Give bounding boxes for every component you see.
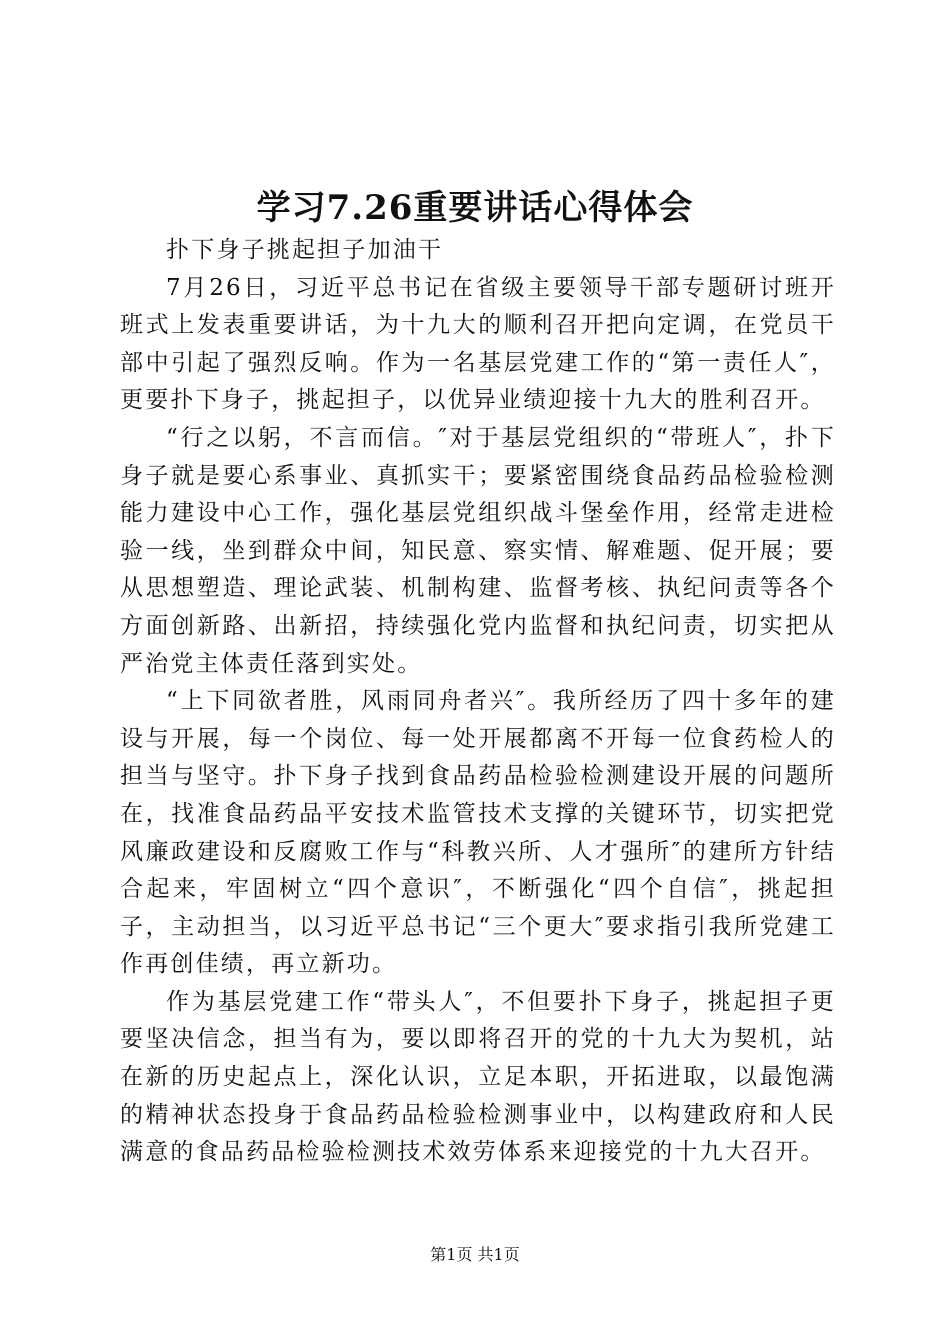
paragraph: “行之以躬，不言而信。″对于基层党组织的“带班人″，扑下身子就是要心系事业、真抓实干；要紧密围绕食品药品检验检测能力建设中心工作，强化基层党组织战斗堡垒作用，经常走进检验一线，坐到群众中间，知民意、察实情、解难题、促开展；要从思想塑造、理论武装、机制构建、监督考核、执纪问责等各个方面创新路、出新招，持续强化党内监督和执纪问责，切实把从严治党主体责任落到实处。: [120, 424, 836, 677]
document-body: [120, 232, 836, 1172]
paragraph: 7月26日，习近平总书记在省级主要领导干部专题研讨班开班式上发表重要讲话，为十九大的顺利召开把向定调，在党员干部中引起了强烈反响。作为一名基层党建工作的“第一责任人″，更要扑下身子，挑起担子，以优异业绩迎接十九大的胜利召开。: [120, 274, 836, 414]
document-title: 学习7.26重要讲话心得体会: [256, 188, 694, 228]
subtitle: 扑下身子挑起担子加油干: [166, 237, 444, 263]
paragraph: 作为基层党建工作“带头人″，不但要扑下身子，挑起担子更要坚决信念，担当有为，要以即将召开的党的十九大为契机，站在新的历史起点上，深化认识，立足本职，开拓进取，以最饱满的精神状态投身于食品药品检验检测事业中，以构建政府和人民满意的食品药品检验检测技术效劳体系来迎接党的十九大召开。: [120, 988, 836, 1166]
page-number: 第1页 共1页: [430, 1245, 520, 1264]
paragraph: “上下同欲者胜，风雨同舟者兴″。我所经历了四十多年的建设与开展，每一个岗位、每一处开展都离不开每一位食药检人的担当与坚守。扑下身子找到食品药品检验检测建设开展的问题所在，找准食品药品平安技术监管技术支撑的关键环节，切实把党风廉政建设和反腐败工作与“科教兴所、人才强所″的建所方针结合起来，牢固树立“四个意识″，不断强化“四个自信″，挑起担子，主动担当，以习近平总书记“三个更大″要求指引我所党建工作再创佳绩，再立新功。: [120, 688, 836, 978]
